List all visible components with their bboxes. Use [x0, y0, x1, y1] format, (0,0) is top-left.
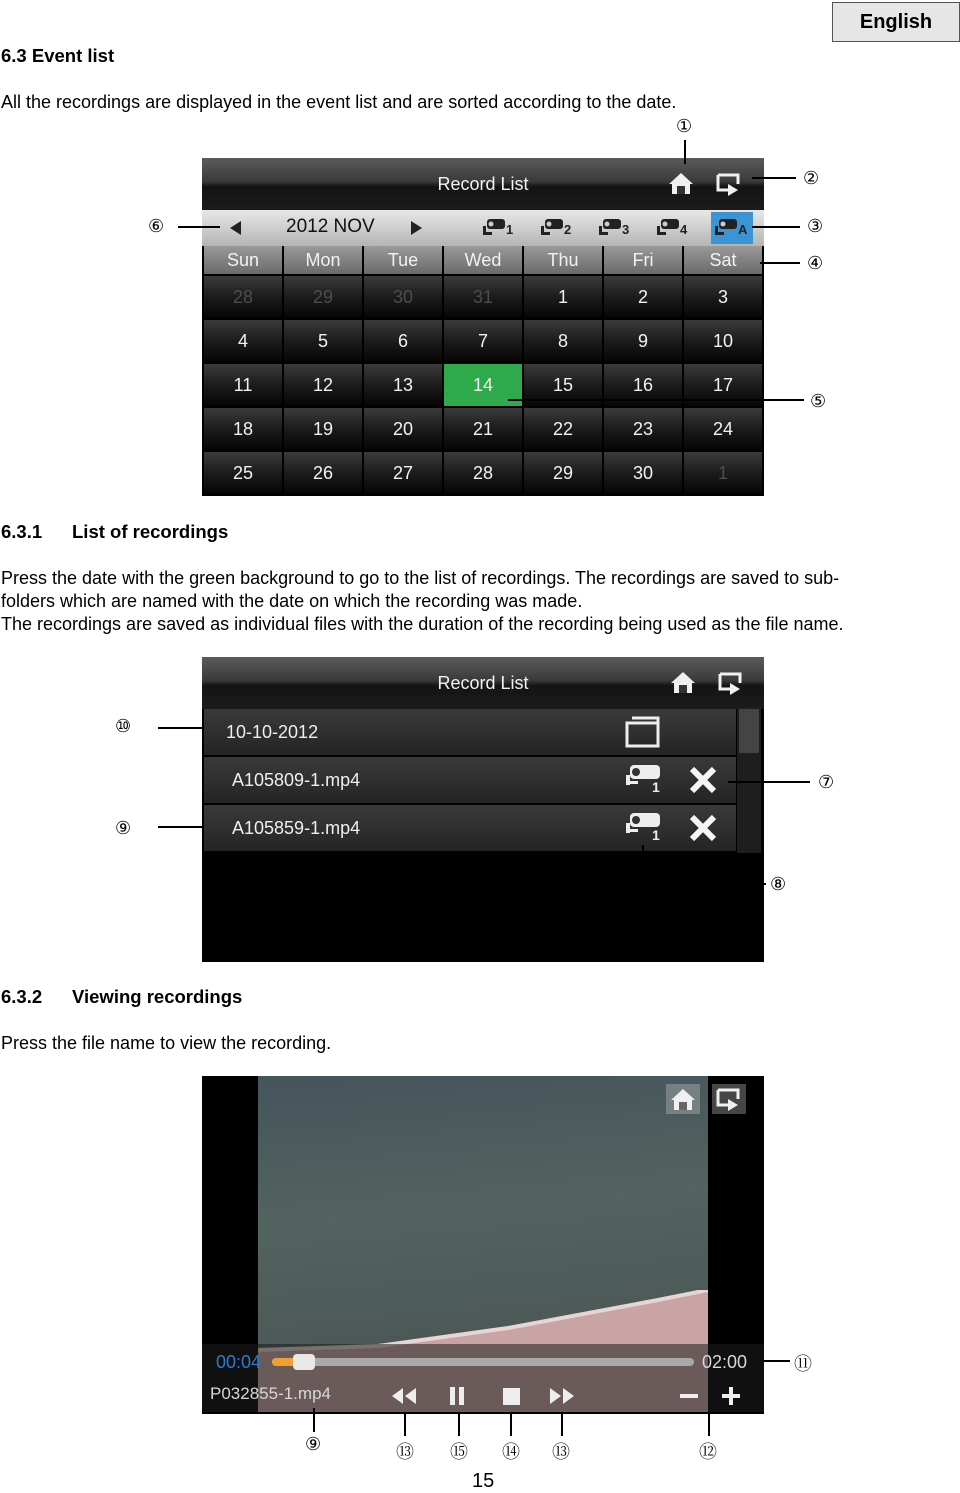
home-icon[interactable] [666, 170, 698, 202]
folder-icon [624, 715, 662, 754]
calendar-day[interactable]: 31 [444, 276, 522, 318]
calendar-day[interactable]: 28 [444, 452, 522, 494]
weekday-header: Fri [604, 246, 682, 274]
calendar-day[interactable]: 16 [604, 364, 682, 406]
section-title-view: Viewing recordings [72, 986, 243, 1007]
calendar-day[interactable]: 4 [204, 320, 282, 362]
camera-select-2[interactable] [537, 212, 579, 244]
callout-13: ⑬ [552, 1442, 570, 1463]
stop-icon[interactable] [498, 1384, 526, 1408]
paragraph-line: Press the date with the green background to go to the list of recordings. The recordings are saved to sub- [1, 568, 840, 588]
calendar-day[interactable]: 1 [524, 276, 602, 318]
camera-icon [624, 761, 668, 804]
calendar-grid [204, 246, 762, 494]
callout-12: ⑫ [699, 1442, 717, 1463]
callout-5: ⑤ [810, 391, 827, 412]
camera-select-label: A [738, 222, 748, 237]
title-bar [202, 158, 764, 210]
home-icon[interactable] [666, 1084, 700, 1114]
calendar-day[interactable]: 7 [444, 320, 522, 362]
weekday-header: Mon [284, 246, 362, 274]
callout-14: ⑭ [502, 1442, 520, 1463]
calendar-day-recorded[interactable]: 14 [444, 364, 522, 406]
calendar-day[interactable]: 2 [604, 276, 682, 318]
callout-7: ⑦ [818, 772, 835, 793]
calendar-day[interactable]: 25 [204, 452, 282, 494]
elapsed-time: 00:04 [216, 1352, 262, 1372]
callout-6: ⑥ [148, 216, 165, 237]
pause-icon[interactable] [444, 1384, 472, 1408]
progress-track[interactable] [272, 1358, 694, 1366]
file-name: A105859-1.mp4 [232, 818, 361, 838]
callout-11: ⑪ [794, 1354, 812, 1375]
calendar-day[interactable]: 8 [524, 320, 602, 362]
callout-9: ⑨ [305, 1434, 322, 1455]
file-row[interactable] [204, 757, 736, 803]
delete-icon[interactable] [688, 765, 718, 800]
playing-filename: P032855-1.mp4 [210, 1384, 331, 1403]
scrollbar-thumb[interactable] [739, 709, 759, 753]
screen-title: Record List [437, 673, 529, 693]
callout-4: ④ [807, 253, 824, 274]
camera-select-3[interactable] [595, 212, 637, 244]
paragraph-line: folders which are named with the date on which the recording was made. [1, 591, 583, 611]
calendar-day[interactable]: 13 [364, 364, 442, 406]
calendar-day[interactable]: 10 [684, 320, 762, 362]
calendar-day[interactable]: 11 [204, 364, 282, 406]
home-icon[interactable] [668, 669, 700, 701]
section-number-list: 6.3.1 [1, 521, 43, 542]
screen-title: Record List [437, 174, 529, 194]
camera-select-label: 3 [622, 222, 630, 237]
calendar-day[interactable]: 9 [604, 320, 682, 362]
next-month-icon[interactable] [406, 218, 426, 238]
month-bar [202, 210, 764, 246]
calendar-day[interactable]: 24 [684, 408, 762, 450]
paragraph-line: The recordings are saved as individual files with the duration of the recording being used as the file name. [1, 614, 844, 634]
camera-icon [624, 809, 668, 852]
view-paragraph: Press the file name to view the recording. [1, 1033, 332, 1053]
total-time: 02:00 [702, 1352, 748, 1372]
calendar-day[interactable]: 6 [364, 320, 442, 362]
calendar-day[interactable]: 29 [524, 452, 602, 494]
folder-row[interactable] [204, 709, 736, 755]
language-badge: English [832, 2, 960, 42]
progress-thumb[interactable] [293, 1354, 315, 1370]
title-bar [202, 657, 764, 709]
calendar-day[interactable]: 18 [204, 408, 282, 450]
camera-select-label: 4 [680, 222, 688, 237]
weekday-header: Tue [364, 246, 442, 274]
calendar-day[interactable]: 26 [284, 452, 362, 494]
weekday-header: Sun [204, 246, 282, 274]
calendar-day[interactable]: 21 [444, 408, 522, 450]
volume-up-icon[interactable] [718, 1384, 746, 1408]
delete-icon[interactable] [688, 813, 718, 848]
calendar-day[interactable]: 30 [604, 452, 682, 494]
callout-1: ① [676, 116, 693, 137]
calendar-day[interactable]: 20 [364, 408, 442, 450]
camera-select-label: 1 [506, 222, 514, 237]
weekday-header: Sat [684, 246, 762, 274]
rewind-icon[interactable] [390, 1384, 418, 1408]
calendar-day[interactable]: 1 [684, 452, 762, 494]
calendar-day[interactable]: 22 [524, 408, 602, 450]
calendar-day[interactable]: 30 [364, 276, 442, 318]
calendar-day[interactable]: 27 [364, 452, 442, 494]
file-row[interactable] [204, 805, 736, 851]
callout-9: ⑨ [115, 818, 132, 839]
player-screen [202, 1076, 764, 1414]
weekday-header: Wed [444, 246, 522, 274]
back-icon[interactable] [712, 1084, 746, 1114]
callout-3: ③ [807, 216, 824, 237]
intro-paragraph: All the recordings are displayed in the event list and are sorted according to the date. [1, 92, 677, 112]
camera-select-4[interactable] [653, 212, 695, 244]
camera-number: 1 [652, 779, 660, 795]
prev-month-icon[interactable] [226, 218, 246, 238]
camera-number: 1 [652, 827, 660, 843]
back-icon[interactable] [714, 170, 746, 202]
callout-15: ⑮ [450, 1442, 468, 1463]
back-icon[interactable] [716, 669, 748, 701]
calendar-day[interactable]: 23 [604, 408, 682, 450]
calendar-day[interactable]: 12 [284, 364, 362, 406]
callout-13: ⑬ [396, 1442, 414, 1463]
callout-2: ② [803, 168, 820, 189]
record-list-screen [202, 657, 764, 962]
calendar-screen [202, 158, 764, 496]
month-label: 2012 NOV [286, 216, 375, 237]
calendar-day[interactable]: 28 [204, 276, 282, 318]
camera-select-a[interactable] [711, 212, 753, 244]
callout-10: ⑩ [115, 716, 132, 737]
camera-select-label: 2 [564, 222, 572, 237]
calendar-day[interactable]: 19 [284, 408, 362, 450]
volume-down-icon[interactable] [676, 1384, 704, 1408]
callout-8: ⑧ [770, 874, 787, 895]
weekday-header: Thu [524, 246, 602, 274]
fast-forward-icon[interactable] [548, 1384, 576, 1408]
section-heading-event-list: 6.3 Event list [1, 45, 115, 66]
calendar-day[interactable]: 17 [684, 364, 762, 406]
camera-select-1[interactable] [479, 212, 521, 244]
calendar-day[interactable]: 15 [524, 364, 602, 406]
calendar-day[interactable]: 3 [684, 276, 762, 318]
section-number-view: 6.3.2 [1, 986, 43, 1007]
page-number: 15 [472, 1470, 495, 1492]
folder-name: 10-10-2012 [226, 722, 319, 742]
calendar-day[interactable]: 29 [284, 276, 362, 318]
file-name: A105809-1.mp4 [232, 770, 361, 790]
calendar-day[interactable]: 5 [284, 320, 362, 362]
section-title-list: List of recordings [72, 521, 229, 542]
